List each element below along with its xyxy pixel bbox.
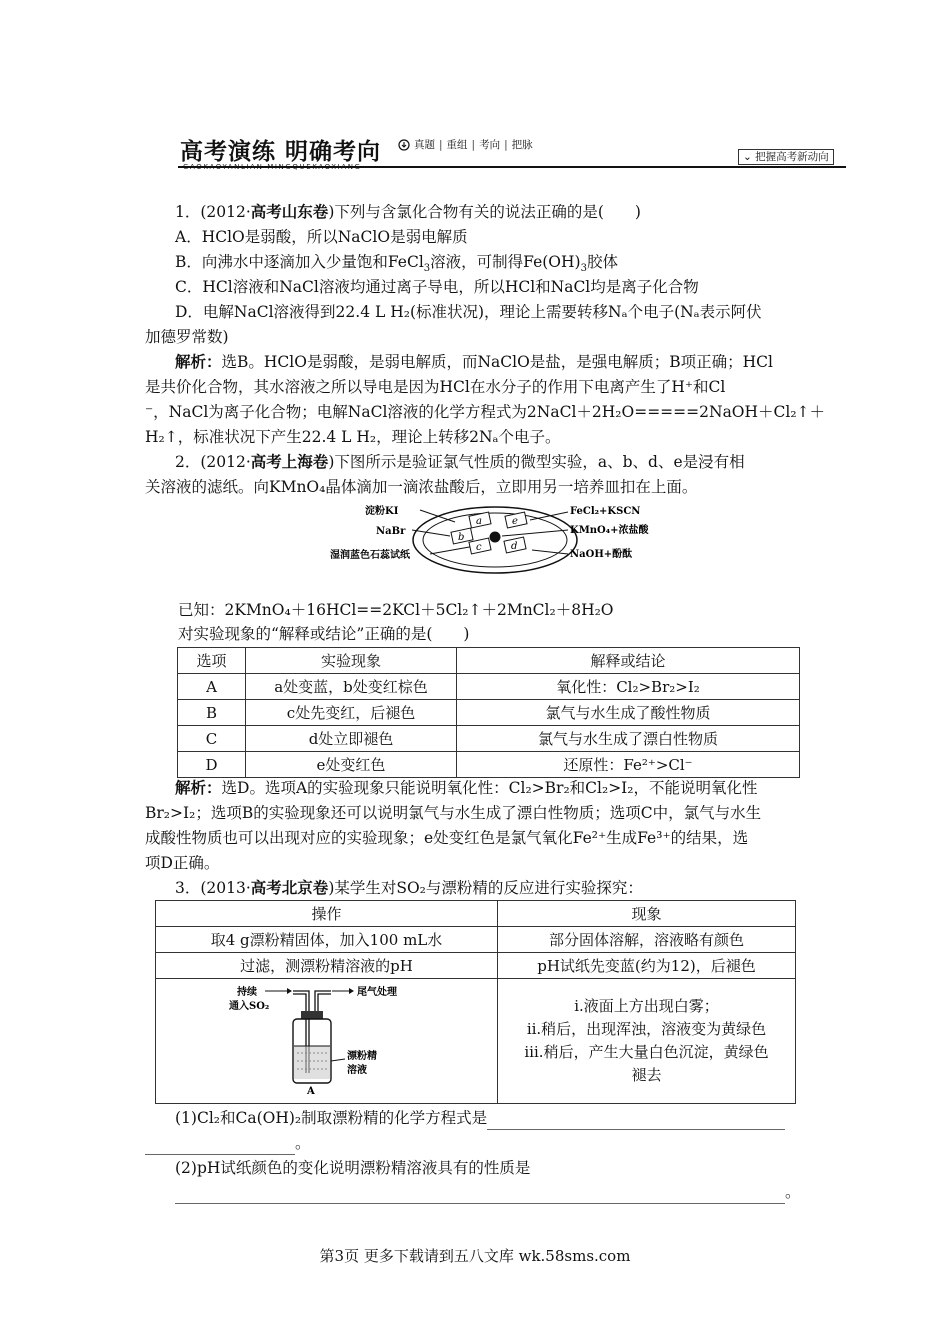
tag: 把脉 [511, 139, 533, 151]
reagent-label: 湿润蓝色石蕊试纸 [330, 550, 410, 561]
q3-sub1: (1)Cl₂和Ca(OH)₂制取漂粉精的化学方程式是 [175, 1106, 840, 1130]
q3-stem: 3．(2013·高考北京卷)某学生对SO₂与漂粉精的反应进行实验探究： [175, 878, 643, 897]
q1-answer-cont: H₂↑，标准状况下产生22.4 L H₂，理论上转移2Nₐ个电子。 [145, 428, 561, 446]
gas-bottle-apparatus [227, 981, 427, 1097]
reagent-label: NaBr [376, 526, 406, 537]
q3-sub1-cont: 。 [145, 1131, 810, 1155]
answer-blank[interactable] [175, 1187, 785, 1204]
apparatus-cell [156, 979, 498, 1104]
svg-text:持续: 持续 [236, 987, 257, 998]
page-footer: 第3页 更多下载请到五八文库 wk.58sms.com [319, 1247, 631, 1265]
petri-dish-diagram [330, 500, 660, 580]
tag: 考向 [479, 139, 501, 151]
q1-stem: 1．(2012·高考山东卷)下列与含氯化合物有关的说法正确的是( ) [175, 202, 641, 221]
table-row: 过滤，测漂粉精溶液的pH pH试纸先变蓝(约为12)，后褪色 [156, 953, 796, 979]
svg-text:漂粉精: 漂粉精 [346, 1051, 377, 1062]
table-row [156, 979, 796, 1104]
paper-label: a [476, 516, 482, 527]
q2-ask: 对实验现象的“解释或结论”正确的是( ) [178, 625, 470, 643]
q3-table [155, 900, 796, 1104]
q2-stem-cont: 关溶液的滤纸。向KMnO₄晶体滴加一滴浓盐酸后，立即用另一培养皿扣在上面。 [145, 478, 698, 496]
tag: 重组 [446, 139, 468, 151]
paper-label: e [512, 516, 518, 527]
q2-answer-cont: Br₂>I₂；选项B的实验现象还可以说明氯气与水生成了漂白性物质；选项C中，氯气与水生 [145, 804, 762, 822]
svg-text:A: A [306, 1086, 315, 1097]
answer-blank[interactable] [487, 1113, 785, 1130]
q1-answer-cont: 是共价化合物，其水溶液之所以导电是因为HCl在水分子的作用下电离产生了H⁺和Cl [145, 378, 726, 396]
answer-blank[interactable] [145, 1138, 295, 1155]
download-circle-icon [398, 139, 410, 151]
reagent-label: NaOH+酚酞 [570, 549, 633, 560]
q3-sub2-cont: 。 [175, 1180, 840, 1204]
table-header-row: 操作 现象 [156, 901, 796, 927]
trend-badge: ⌄ 把握高考新动向 [738, 149, 834, 165]
q3-sub2: (2)pH试纸颜色的变化说明漂粉精溶液具有的性质是 [175, 1159, 531, 1177]
paper-label: d [511, 541, 518, 552]
q1-option-b: B．向沸水中逐滴加入少量饱和FeCl$_3$溶液，可制得$Fe(OH)_3$胶体 [175, 253, 618, 275]
table-row: C d处立即褪色 氯气与水生成了漂白性物质 [178, 726, 800, 752]
paper-label: b [458, 532, 465, 543]
svg-text:溶液: 溶液 [346, 1065, 367, 1076]
reagent-label: 淀粉KI [365, 506, 399, 517]
q2-stem: 2．(2012·高考上海卷)下图所示是验证氯气性质的微型实验，a、b、d、e是浸有相 [175, 452, 745, 471]
chevron-down-icon: ⌄ [743, 151, 756, 163]
q2-answer-cont: 项D正确。 [145, 854, 220, 872]
q2-table [177, 647, 800, 778]
paper-label: c [476, 542, 482, 553]
table-row: 取4 g漂粉精固体，加入100 mL水 部分固体溶解，溶液略有颜色 [156, 927, 796, 953]
q1-answer: 解析：选B。HClO是弱酸，是弱电解质，而NaClO是盐，是强电解质；B项正确；HCl [175, 352, 774, 371]
svg-text:通入SO₂: 通入SO₂ [228, 1001, 269, 1012]
table-row: D e处变红色 还原性：Fe²⁺>Cl⁻ [178, 752, 800, 778]
q1-option-d: D．电解NaCl溶液得到22.4 L H₂(标准状况)，理论上需要转移Nₐ个电子(Nₐ表示阿伏 [175, 303, 762, 321]
section-title: 高考演练 明确考向 [180, 139, 382, 165]
header-rule [178, 166, 846, 168]
observation-cell: ⅰ.液面上方出现白雾； ⅱ.稍后，出现浑浊，溶液变为黄绿色 ⅲ.稍后，产生大量白色沉淀，黄绿色 褪去 [498, 979, 796, 1104]
reagent-label: KMnO₄+浓盐酸 [570, 525, 649, 536]
q2-answer-cont: 成酸性物质也可以出现对应的实验现象；e处变红色是氯气氧化Fe²⁺生成Fe³⁺的结果，选 [145, 829, 749, 847]
table-row: B c处先变红，后褪色 氯气与水生成了酸性物质 [178, 700, 800, 726]
reagent-label: FeCl₂+KSCN [570, 506, 641, 517]
q1-option-d-cont: 加德罗常数) [145, 328, 229, 346]
svg-text:尾气处理: 尾气处理 [356, 987, 397, 998]
table-row: A a处变蓝，b处变红棕色 氧化性：Cl₂>Br₂>I₂ [178, 674, 800, 700]
table-header-row: 选项 实验现象 解释或结论 [178, 648, 800, 674]
q1-answer-cont: ⁻，NaCl为离子化合物；电解NaCl溶液的化学方程式为2NaCl＋2H₂O=====2NaOH＋Cl₂↑＋ [145, 403, 826, 421]
q1-option-c: C．HCl溶液和NaCl溶液均通过离子导电，所以HCl和NaCl均是离子化合物 [175, 278, 699, 296]
section-tags: 真题 | 重组 | 考向 | 把脉 [398, 137, 533, 152]
tag: 真题 [414, 139, 435, 151]
q2-known: 已知：2KMnO₄＋16HCl==2KCl＋5Cl₂↑＋2MnCl₂＋8H₂O [178, 601, 614, 619]
q2-answer: 解析：选D。选项A的实验现象只能说明氧化性：Cl₂>Br₂和Cl₂>I₂，不能说明氧化性 [175, 778, 758, 797]
q1-option-a: A．HClO是弱酸，所以NaClO是弱电解质 [175, 228, 468, 246]
